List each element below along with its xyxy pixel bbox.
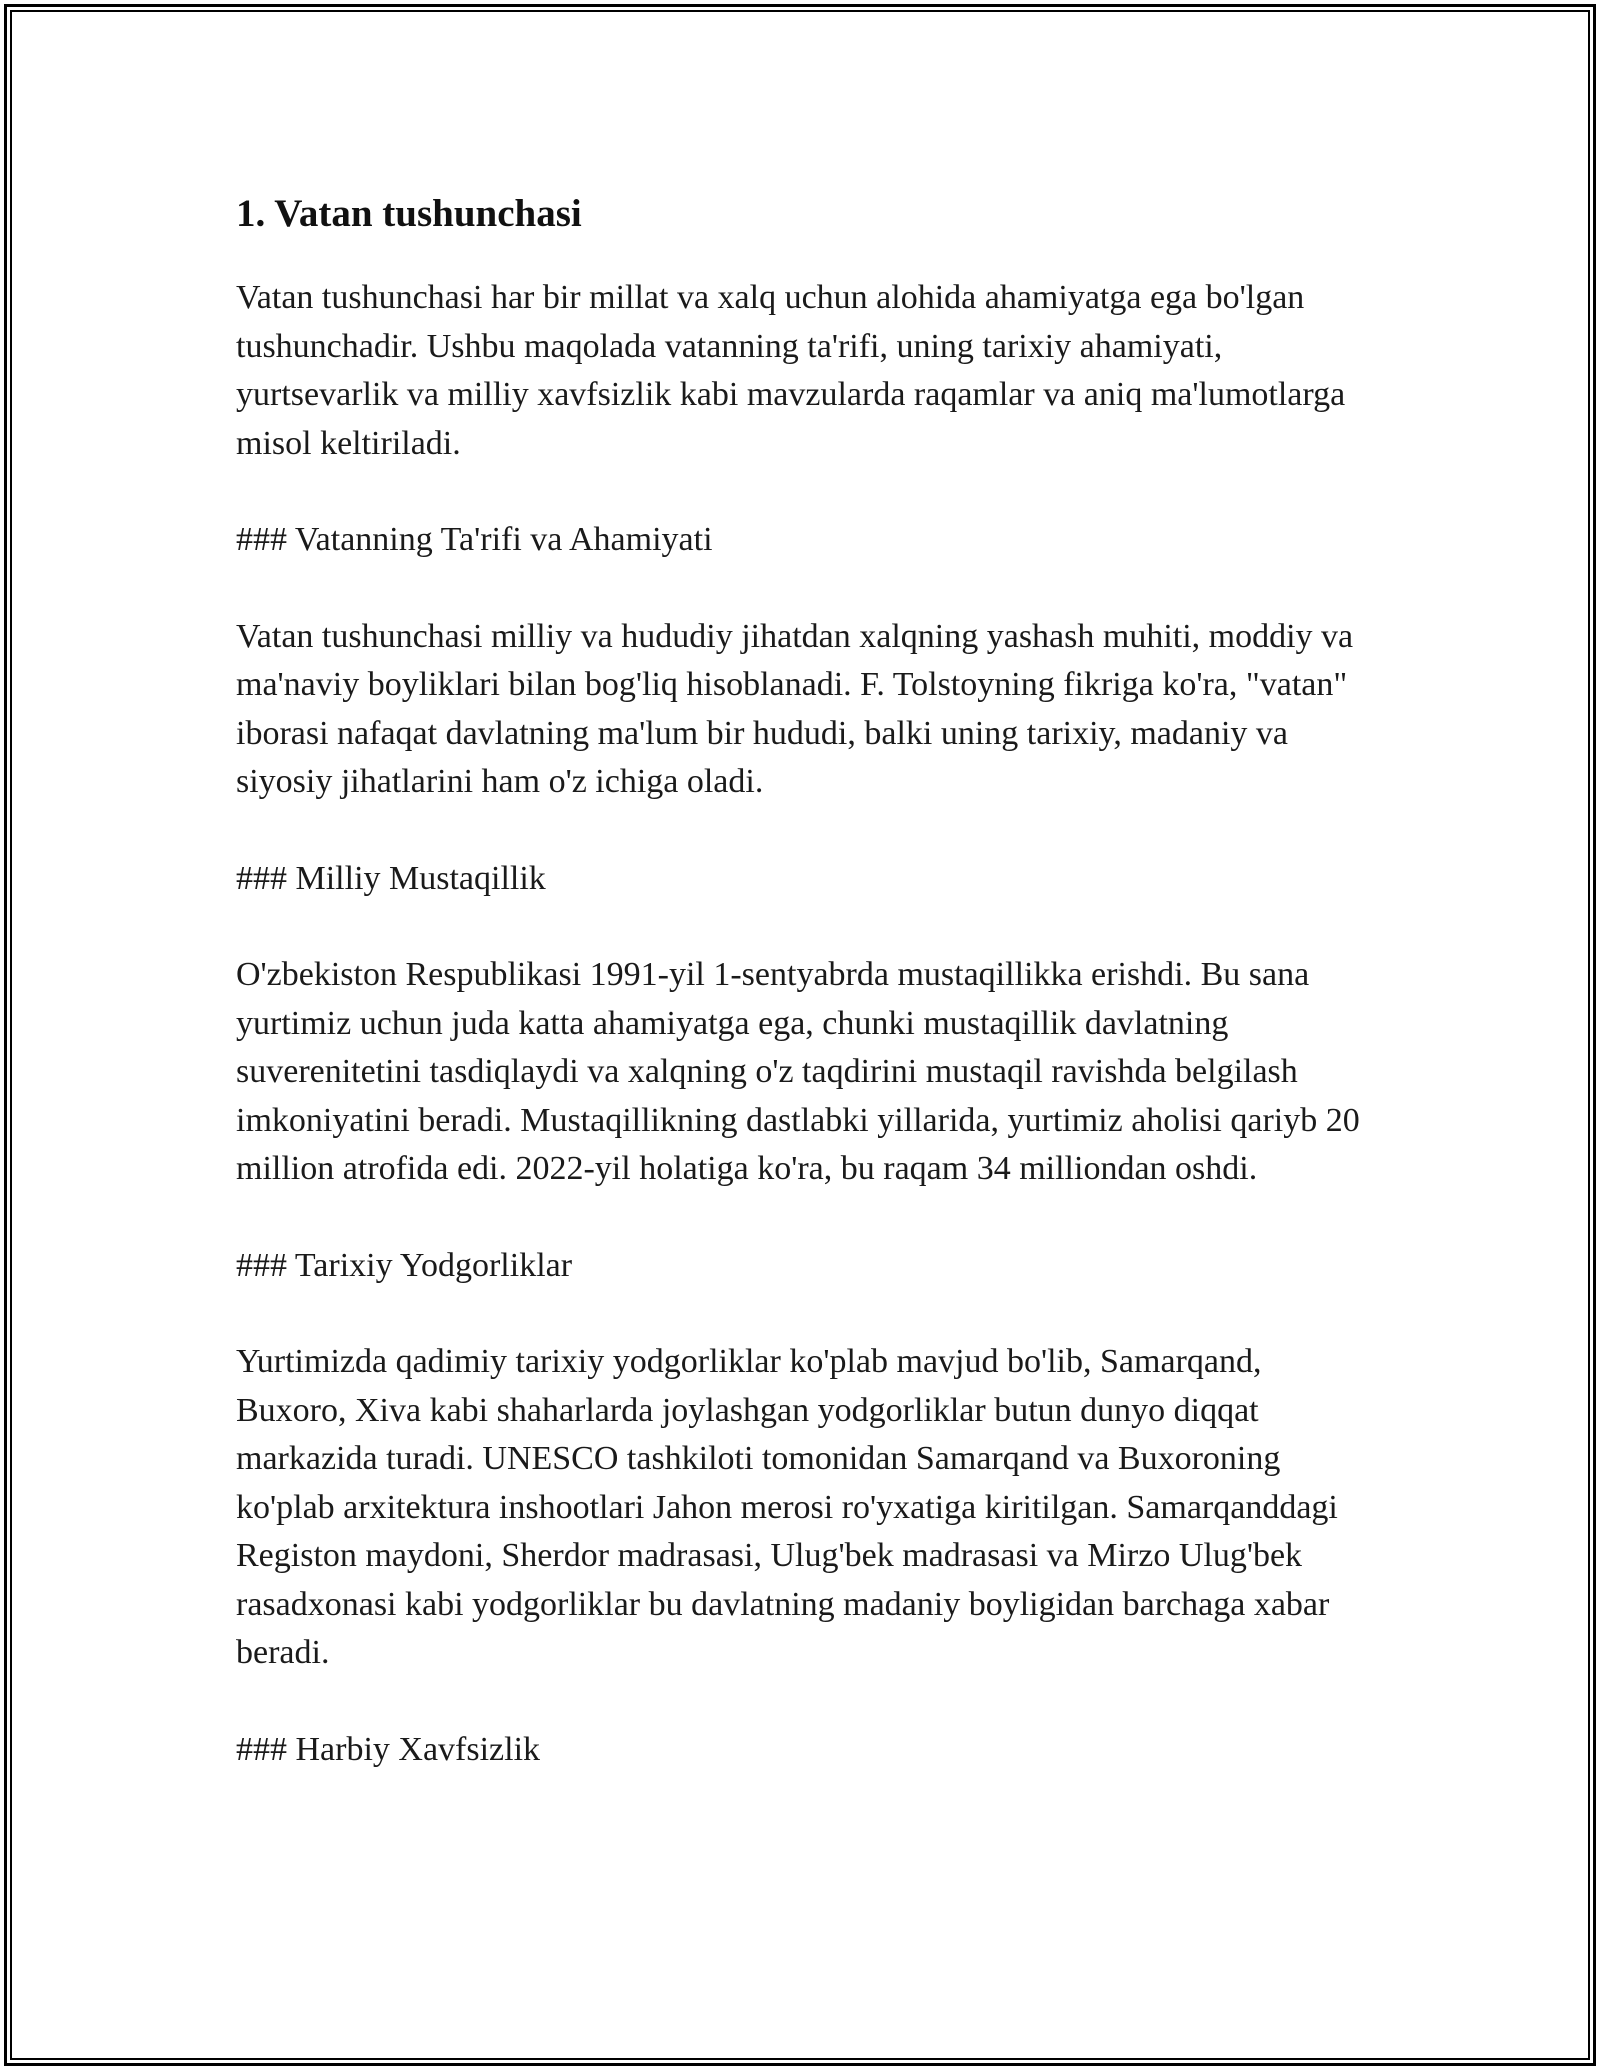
intro-paragraph: Vatan tushunchasi har bir millat va xalq uchun alohida ahamiyatga ega bo'lgan tushunchadir. Ushbu maqolada vatanning ta'rifi, uning tarixiy ahamiyati, yurtsevarlik va milliy xavfsizlik kabi mavzularda raqamlar va aniq ma'lumotlarga misol keltiriladi. (236, 279, 1346, 462)
paragraph-vatan-tarifi: Vatan tushunchasi milliy va hududiy jihatdan xalqning yashash muhiti, moddiy va ma'naviy boyliklari bilan bog'liq hisoblanadi. F. Tolstoyning fikriga ko'ra, "vatan" iborasi nafaqat davlatning ma'lum bir hududi, balki uning tarixiy, madaniy va siyosiy jihatlarini ham o'z ichiga oladi. (236, 617, 1354, 800)
paragraph-tarixiy-yodgorliklar: Yurtimizda qadimiy tarixiy yodgorliklar ko'plab mavjud bo'lib, Samarqand, Buxoro, Xiva kabi shaharlarda joylashgan yodgorliklar butun dunyo diqqat markazida turadi. UNESCO tashkiloti tomonidan Samarqand va Buxoroning ko'plab arxitektura inshootlari Jahon merosi ro'yxatiga kiritilgan. Samarqanddagi Registon maydoni, Sherdor madrasasi, Ulug'bek madrasasi va Mirzo Ulug'bek rasadxonasi kabi yodgorliklar bu davlatning madaniy boyligidan barchaga xabar beradi. (236, 1343, 1338, 1671)
section-heading-tarixiy-yodgorliklar: ### Tarixiy Yodgorliklar (236, 1246, 573, 1284)
section-heading-milliy-mustaqillik: ### Milliy Mustaqillik (236, 859, 546, 897)
paragraph-milliy-mustaqillik: O'zbekiston Respublikasi 1991-yil 1-sentyabrda mustaqillikka erishdi. Bu sana yurtimiz uchun juda katta ahamiyatga ega, chunki mustaqillik davlatning suverenitetini tasdiqlaydi va xalqning o'z taqdirini mustaqil ravishda belgilash imkoniyatini beradi. Mustaqillikning dastlabki yillarida, yurtimiz aholisi qariyb 20 million atrofida edi. 2022-yil holatiga ko'ra, bu raqam 34 milliondan oshdi. (236, 956, 1360, 1187)
section-heading-harbiy-xavfsizlik: ### Harbiy Xavfsizlik (236, 1730, 541, 1768)
document-body (236, 186, 1366, 1822)
document-title: 1. Vatan tushunchasi (236, 192, 582, 235)
section-heading-vatan-tarifi: ### Vatanning Ta'rifi va Ahamiyati (236, 521, 713, 558)
